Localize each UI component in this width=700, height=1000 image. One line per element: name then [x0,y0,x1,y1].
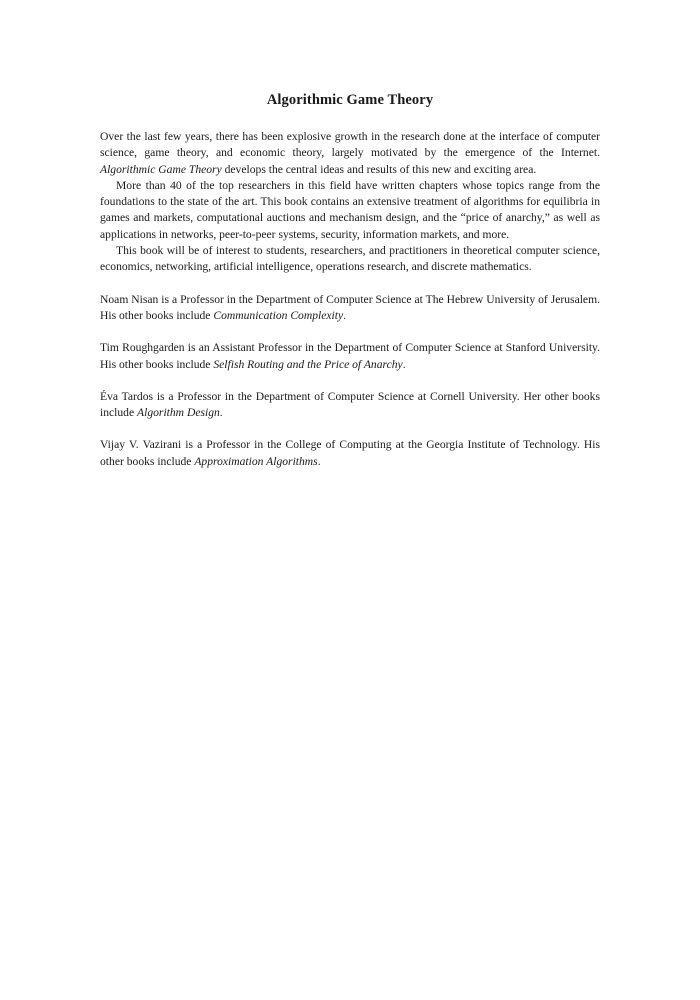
bio-text: Vijay V. Vazirani is a Professor in the College of Computing at the Georgia Institute of Technology. His other books include [100,438,600,468]
bio-punct: . [402,357,406,371]
description-text: Over the last few years, there has been explosive growth in the research done at the interface of computer science, game theory, and economic theory, largely motivated by the emergence of the Internet. [100,130,600,160]
bio-text: Éva Tardos is a Professor in the Department of Computer Science at Cornell University. Her other books include [100,389,600,420]
bio-punct: . [317,454,321,468]
bio-text: Tim Roughgarden is an Assistant Professor in the Department of Computer Science at Stanford University. His other books include [100,341,600,371]
description-paragraph-1 [100,129,600,178]
bio-book-title: Algorithm Design [137,406,220,420]
description-paragraph-2: More than 40 of the top researchers in this field have written chapters whose topics range from the foundations to the state of the art. This book contains an extensive treatment of algorithms for equilibria in games and markets, computational auctions and mechanism design, and the “price of anarchy,” as well as applications in networks, peer-to-peer systems, security, information markets, and more. [100,178,600,241]
bio-text: Noam Nisan is a Professor in the Department of Computer Science at The Hebrew University of Jerusalem. His other books include [100,292,600,322]
author-bio-roughgarden [100,340,600,373]
bio-punct: . [219,406,223,420]
bio-book-title: Communication Complexity [213,308,344,322]
book-title-italic: Algorithmic Game Theory [100,162,222,176]
bio-book-title: Selfish Routing and the Price of Anarchy [213,357,403,371]
author-bio-vazirani [100,437,600,470]
book-description [100,129,600,276]
author-bio-nisan [100,292,600,325]
description-text: develops the central ideas and results of this new and exciting area. [221,162,537,176]
description-paragraph-3: This book will be of interest to students, researchers, and practitioners in theoretical computer science, economics, networking, artificial intelligence, operations research, and discrete mathematics. [100,244,600,274]
author-bios [100,292,600,470]
bio-book-title: Approximation Algorithms [194,454,318,468]
author-bio-tardos [100,389,600,422]
bio-punct: . [343,308,347,322]
document-page [100,92,600,486]
book-title: Algorithmic Game Theory [266,92,434,108]
